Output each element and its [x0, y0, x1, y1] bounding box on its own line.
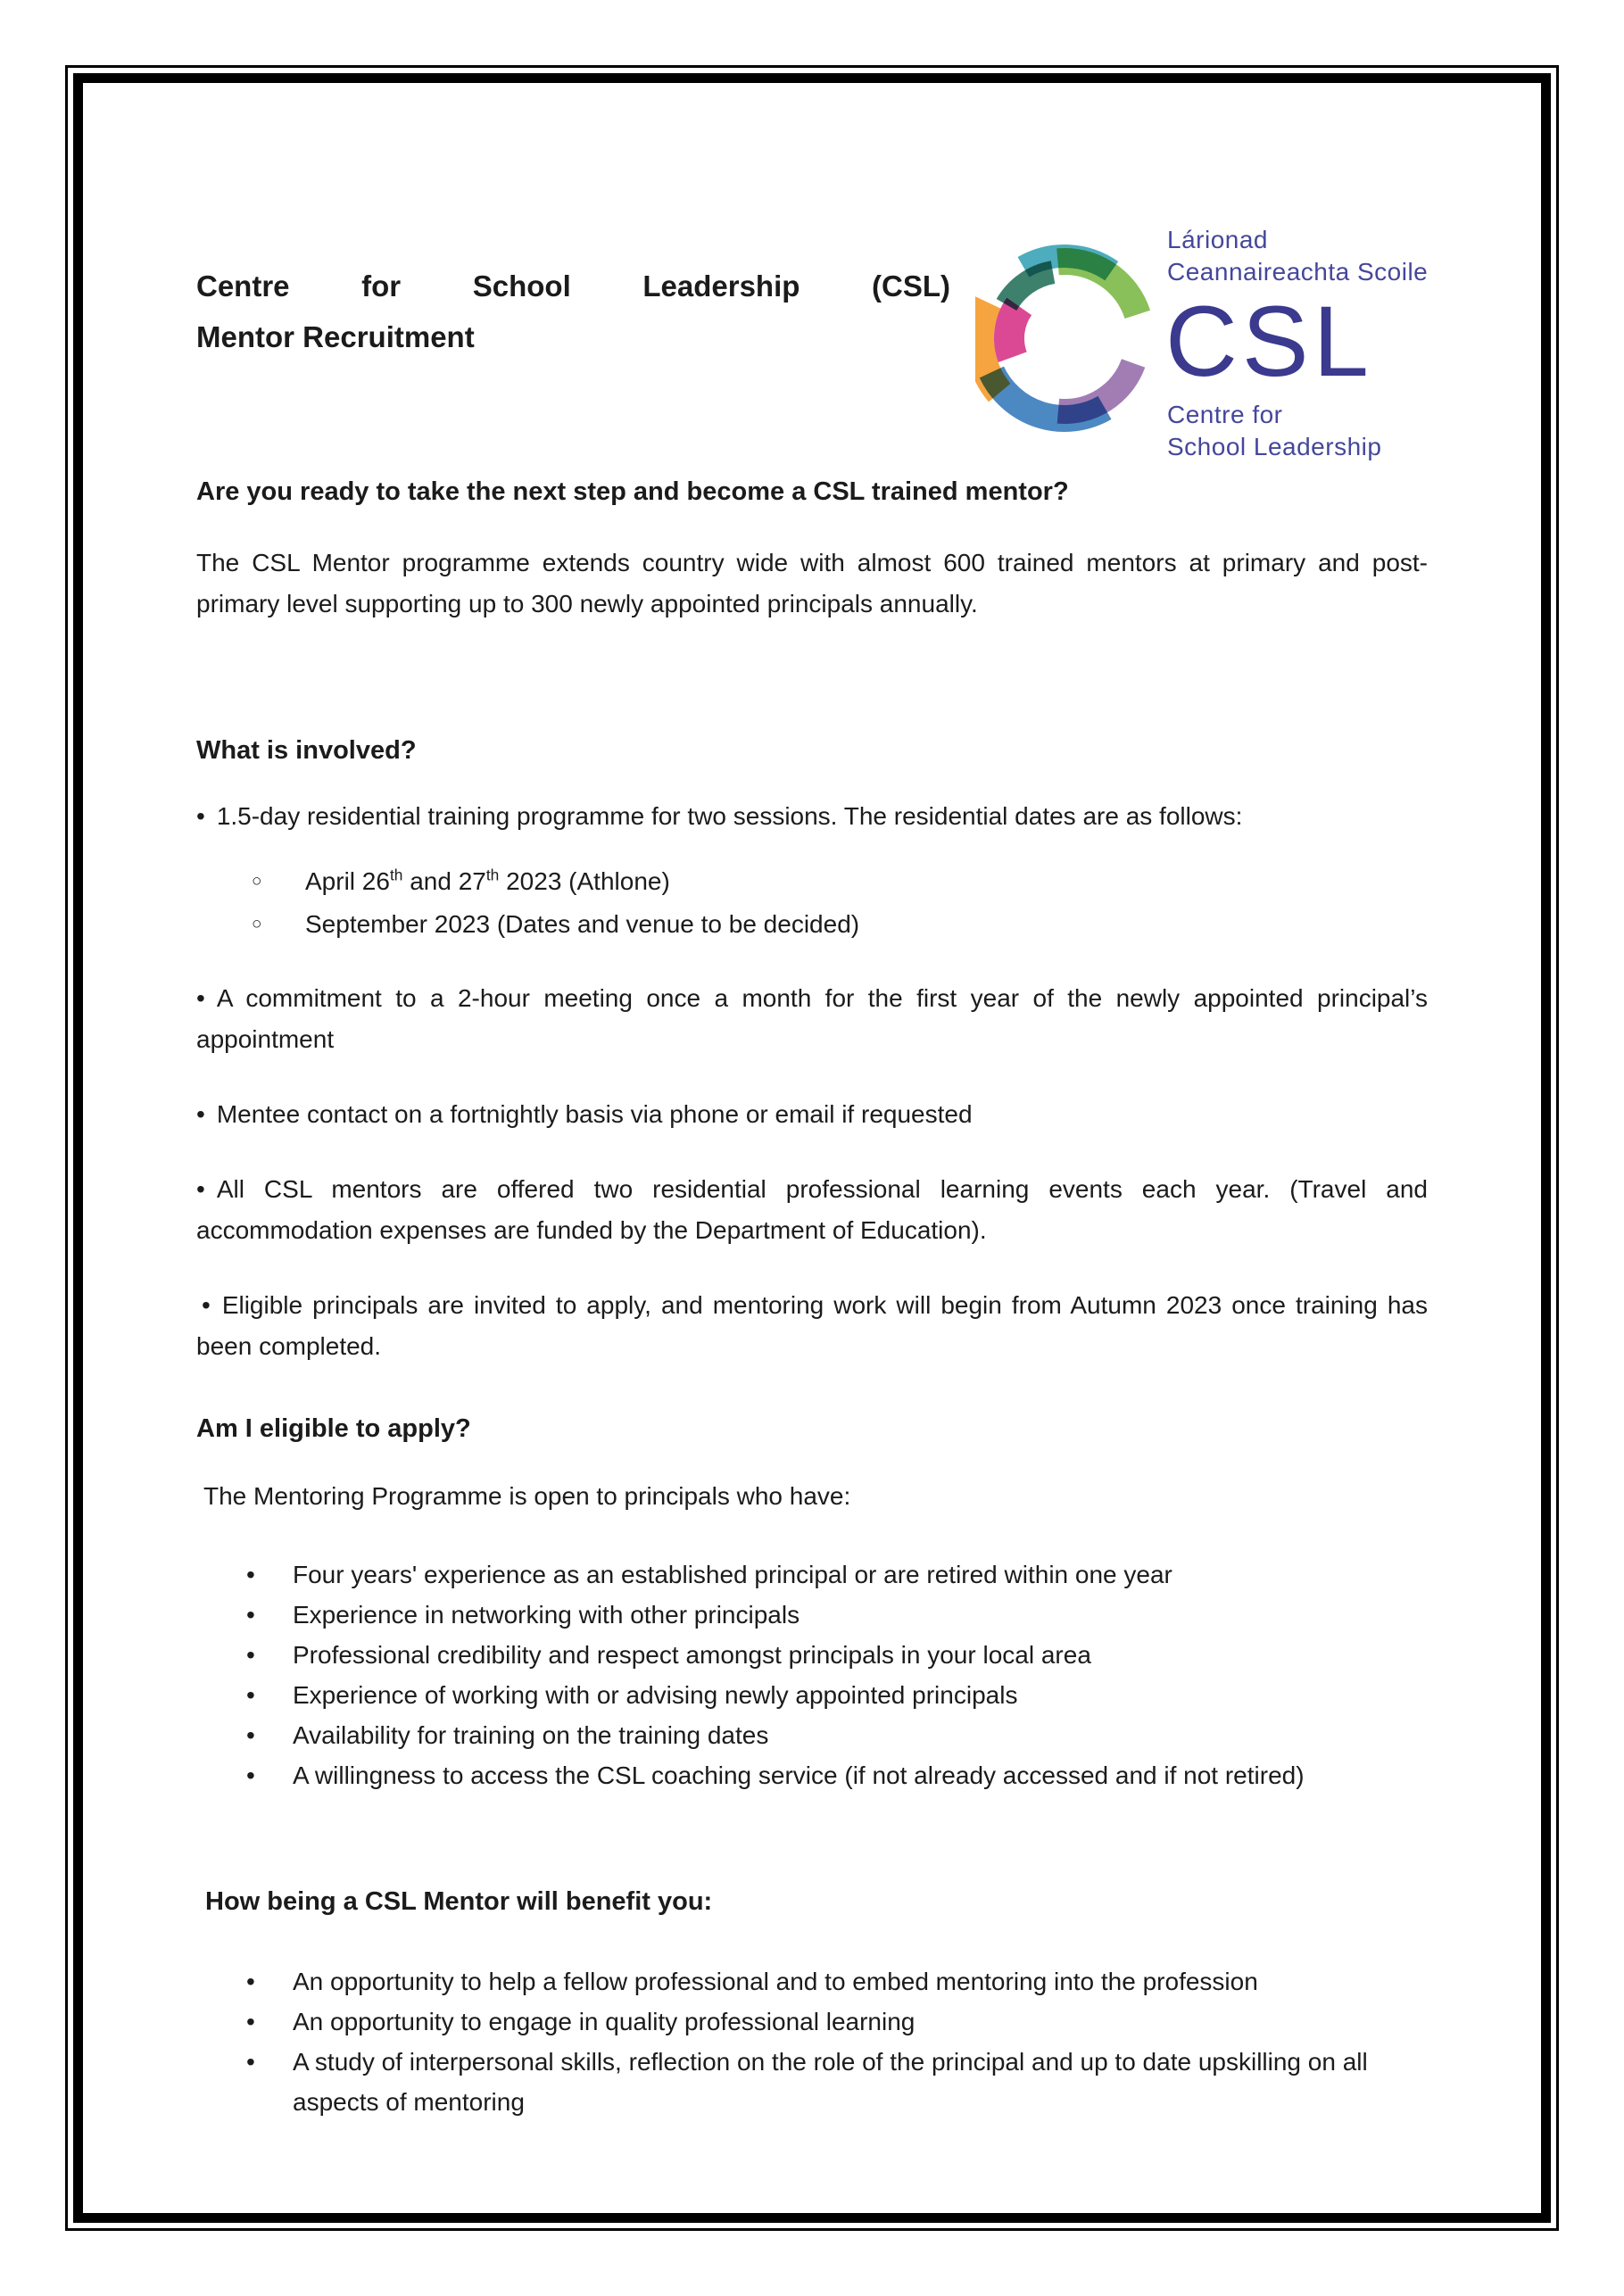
- involved-bullet-text: Eligible principals are invited to apply, and mentoring work will begin from Autumn 2023 once training has been completed.: [196, 1291, 1428, 1360]
- logo-english-name-line1: Centre for: [1167, 401, 1283, 428]
- intro-heading: Are you ready to take the next step and become a CSL trained mentor?: [196, 477, 1069, 506]
- residential-training-item: [196, 796, 1428, 837]
- involved-bullet-item: [196, 1169, 1428, 1251]
- benefits-list-item: [196, 2002, 1428, 2042]
- bullet-icon: •: [246, 1968, 255, 1995]
- eligibility-item-text: Four years' experience as an established principal or are retired within one year: [293, 1561, 1172, 1588]
- title-line-1: Centre for School Leadership (CSL): [196, 269, 950, 303]
- involved-bullet-paragraphs: [196, 978, 1428, 1367]
- residential-dates-list: [196, 860, 1428, 946]
- eligibility-list-item: [196, 1715, 1428, 1755]
- eligibility-list-item: [196, 1554, 1428, 1595]
- eligibility-item-text: Experience of working with or advising newly appointed principals: [293, 1681, 1018, 1709]
- residential-training-text: 1.5-day residential training programme for two sessions. The residential dates are as follows:: [216, 802, 1243, 830]
- intro-paragraph: The CSL Mentor programme extends country wide with almost 600 trained mentors at primary and post-primary level supporting up to 300 newly appointed principals annually.: [196, 549, 1428, 618]
- residential-date-text: September 2023 (Dates and venue to be decided): [305, 910, 860, 938]
- bullet-icon: •: [246, 1681, 255, 1709]
- logo-english-name-line2: School Leadership: [1167, 433, 1382, 460]
- eligibility-item-text: Professional credibility and respect amongst principals in your local area: [293, 1641, 1091, 1669]
- eligibility-list-item: [196, 1635, 1428, 1675]
- bullet-icon: •: [246, 1561, 255, 1588]
- residential-date-item: [196, 903, 1428, 946]
- benefits-item-text: An opportunity to help a fellow professional and to embed mentoring into the profession: [293, 1968, 1258, 1995]
- logo-irish-name-line1: Lárionad: [1167, 226, 1268, 253]
- bullet-icon: •: [246, 2048, 255, 2076]
- eligibility-list-item: [196, 1755, 1428, 1795]
- bullet-icon: •: [196, 802, 205, 830]
- circle-bullet-icon: ○: [252, 915, 262, 933]
- eligibility-item-text: A willingness to access the CSL coaching service (if not already accessed and if not retired): [293, 1761, 1305, 1789]
- involved-bullet-item: [196, 1094, 1428, 1135]
- involved-bullet-item: [196, 978, 1428, 1060]
- document-title: [196, 261, 950, 362]
- bullet-icon: •: [246, 1721, 255, 1749]
- eligibility-heading: Am I eligible to apply?: [196, 1414, 471, 1443]
- eligibility-list-item: [196, 1595, 1428, 1635]
- document-content: [83, 83, 1541, 2213]
- benefits-list: [196, 1961, 1428, 2122]
- benefits-list-item: [196, 1961, 1428, 2002]
- benefits-item-text: A study of interpersonal skills, reflection on the role of the principal and up to date upskilling on all aspects of mentoring: [293, 2048, 1368, 2116]
- involved-bullet-text: Mentee contact on a fortnightly basis via phone or email if requested: [216, 1100, 973, 1128]
- circle-bullet-icon: ○: [252, 872, 262, 891]
- involved-bullet-text: All CSL mentors are offered two residential professional learning events each year. (Travel and accommodation expenses are funded by the Department of Education).: [196, 1175, 1428, 1244]
- benefits-item-text: An opportunity to engage in quality professional learning: [293, 2008, 916, 2035]
- benefits-heading: How being a CSL Mentor will benefit you:: [205, 1887, 713, 1916]
- eligibility-list-item: [196, 1675, 1428, 1715]
- eligibility-intro: The Mentoring Programme is open to principals who have:: [203, 1482, 851, 1510]
- bullet-icon: •: [246, 1641, 255, 1669]
- bullet-icon: •: [246, 1761, 255, 1789]
- logo-acronym: CSL: [1165, 286, 1373, 397]
- bullet-icon: •: [196, 1175, 205, 1203]
- residential-date-text: April 26th and 27th 2023 (Athlone): [305, 866, 670, 895]
- bullet-icon: •: [246, 2008, 255, 2035]
- title-line-2: Mentor Recruitment: [196, 320, 475, 353]
- eligibility-list: [196, 1554, 1428, 1795]
- bullet-icon: •: [196, 984, 205, 1012]
- what-is-involved-heading: What is involved?: [196, 736, 417, 765]
- bullet-icon: •: [246, 1601, 255, 1629]
- eligibility-item-text: Experience in networking with other principals: [293, 1601, 800, 1629]
- logo-irish-name-line2: Ceannaireachta Scoile: [1167, 258, 1429, 286]
- involved-bullet-item: [196, 1285, 1428, 1367]
- benefits-list-item: [196, 2042, 1428, 2122]
- bullet-icon: •: [196, 1100, 205, 1128]
- residential-date-item: [196, 860, 1428, 903]
- involved-bullet-text: A commitment to a 2-hour meeting once a month for the first year of the newly appointed principal’s appointment: [196, 984, 1428, 1053]
- eligibility-item-text: Availability for training on the training dates: [293, 1721, 769, 1749]
- bullet-icon: •: [202, 1291, 211, 1319]
